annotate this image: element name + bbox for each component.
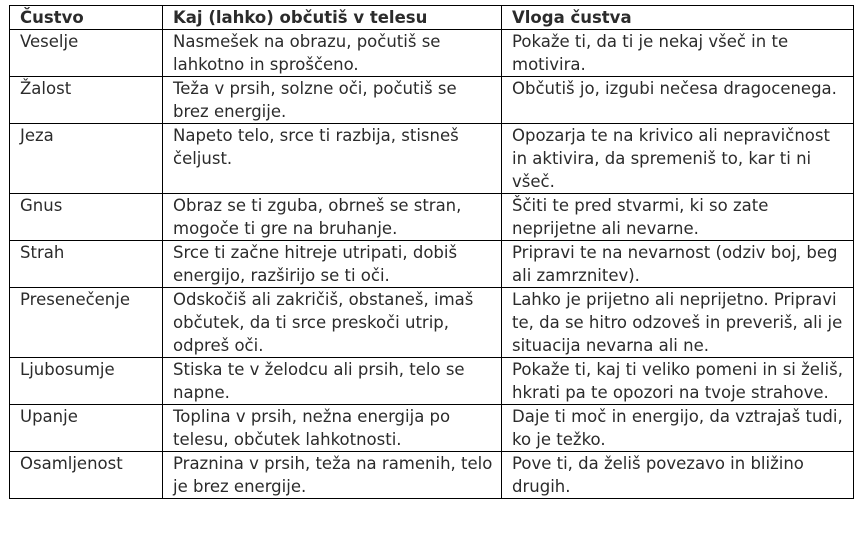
role-cell: Daje ti moč in energijo, da vztrajaš tudi, ko je težko. — [502, 405, 854, 452]
body-cell: Nasmešek na obrazu, počutiš se lahkotno in sproščeno. — [163, 30, 502, 77]
emotion-cell: Osamljenost — [10, 452, 163, 499]
emotion-cell: Gnus — [10, 194, 163, 241]
table-row — [10, 30, 854, 77]
body-cell: Praznina v prsih, teža na ramenih, telo je brez energije. — [163, 452, 502, 499]
table-row — [10, 194, 854, 241]
emotion-cell: Presenečenje — [10, 288, 163, 358]
header-body-sensation: Kaj (lahko) občutiš v telesu — [163, 6, 502, 30]
table-row — [10, 452, 854, 499]
role-cell: Pokaže ti, da ti je nekaj všeč in te motivira. — [502, 30, 854, 77]
emotion-cell: Strah — [10, 241, 163, 288]
body-cell: Teža v prsih, solzne oči, počutiš se brez energije. — [163, 77, 502, 124]
table-row — [10, 405, 854, 452]
table-row — [10, 241, 854, 288]
table-row — [10, 77, 854, 124]
role-cell: Občutiš jo, izgubi nečesa dragocenega. — [502, 77, 854, 124]
body-cell: Obraz se ti zgubа, obrneš se stran, mogoče ti gre na bruhanje. — [163, 194, 502, 241]
body-cell: Toplina v prsih, nežna energija po telesu, občutek lahkotnosti. — [163, 405, 502, 452]
role-cell: Pove ti, da želiš povezavo in bližino drugih. — [502, 452, 854, 499]
body-cell: Srce ti začne hitreje utripati, dobiš energijo, razširijo se ti oči. — [163, 241, 502, 288]
table-row — [10, 288, 854, 358]
role-cell: Lahko je prijetno ali neprijetno. Pripravi te, da se hitro odzoveš in preveriš, ali je situacija nevarna ali ne. — [502, 288, 854, 358]
emotion-cell: Ljubosumje — [10, 358, 163, 405]
header-emotion: Čustvo — [10, 6, 163, 30]
table-row — [10, 124, 854, 194]
role-cell: Opozarja te na krivico ali nepravičnost in aktivira, da spremeniš to, kar ti ni všeč. — [502, 124, 854, 194]
emotion-cell: Jeza — [10, 124, 163, 194]
role-cell: Pokaže ti, kaj ti veliko pomeni in si želiš, hkrati pa te opozori na tvoje strahove. — [502, 358, 854, 405]
body-cell: Napeto telo, srce ti razbija, stisneš čeljust. — [163, 124, 502, 194]
table-row — [10, 358, 854, 405]
role-cell: Pripravi te na nevarnost (odziv boj, beg ali zamrznitev). — [502, 241, 854, 288]
emotion-cell: Veselje — [10, 30, 163, 77]
emotions-table — [9, 5, 854, 499]
body-cell: Stiska te v želodcu ali prsih, telo se napne. — [163, 358, 502, 405]
emotion-cell: Žalost — [10, 77, 163, 124]
role-cell: Ščiti te pred stvarmi, ki so zate neprijetne ali nevarne. — [502, 194, 854, 241]
body-cell: Odskočiš ali zakričiš, obstaneš, imaš občutek, da ti srce preskoči utrip, odpreš oči. — [163, 288, 502, 358]
header-row — [10, 6, 854, 30]
header-emotion-role: Vloga čustva — [502, 6, 854, 30]
emotion-cell: Upanje — [10, 405, 163, 452]
